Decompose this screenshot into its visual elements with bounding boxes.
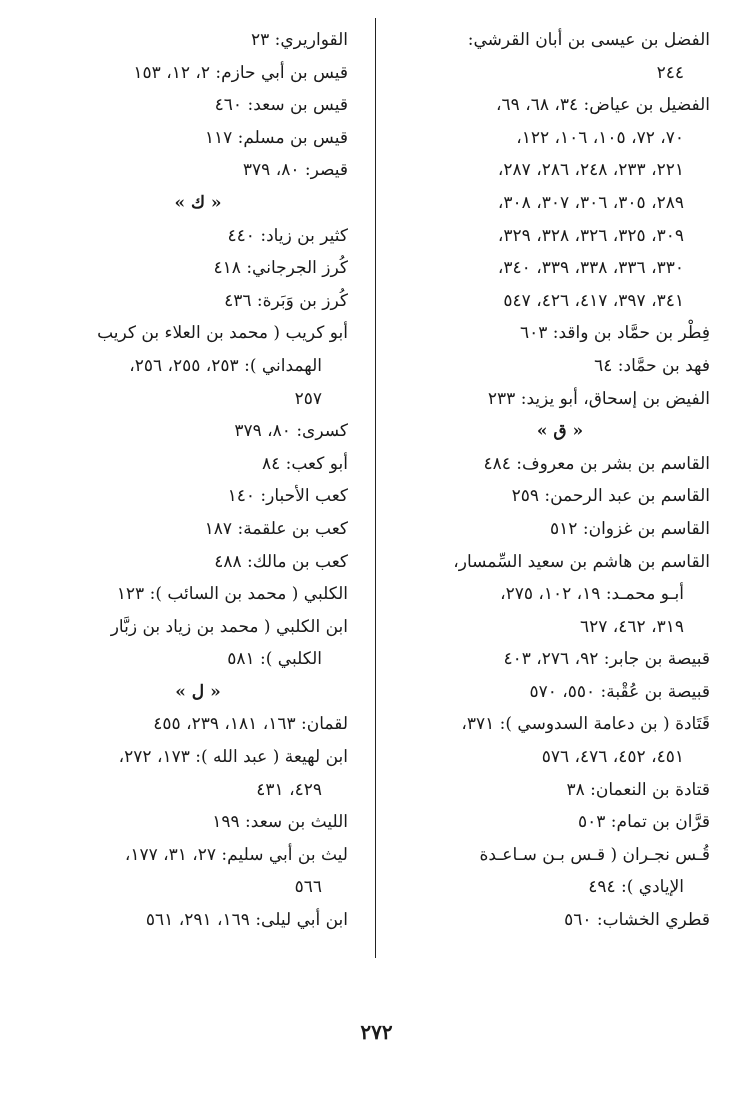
index-entry: القاسم بن هاشم بن سعيد السِّمسار،: [453, 551, 710, 572]
index-entry: قَتَادة ( بن دعامة السدوسي ): ٣٧١،: [461, 714, 710, 735]
index-entry-continuation: ٢٨٩، ٣٠٥، ٣٠٦، ٣٠٧، ٣٠٨،: [497, 192, 684, 213]
index-entry-continuation: ٥٦٦: [294, 877, 322, 898]
index-entry: ابن أبي ليلى: ١٦٩، ٢٩١، ٥٦١: [145, 910, 348, 931]
index-entry: القاسم بن بشر بن معروف: ٤٨٤: [483, 453, 710, 474]
index-entry: ليث بن أبي سليم: ٢٧، ٣١، ١٧٧،: [124, 844, 348, 865]
index-entry: كسرى: ٨٠، ٣٧٩: [234, 421, 348, 442]
index-entry: كعب بن علقمة: ١٨٧: [204, 518, 348, 539]
index-entry-continuation: ٤٥١، ٤٥٢، ٤٧٦، ٥٧٦: [541, 747, 684, 768]
index-entry-continuation: ٣٠٩، ٣٢٥، ٣٢٦، ٣٢٨، ٣٢٩،: [497, 225, 684, 246]
index-entry: قيس بن سعد: ٤٦٠: [214, 95, 348, 116]
index-entry: قبيصة بن جابر: ٩٢، ٢٧٦، ٤٠٣: [503, 649, 710, 670]
index-entry: فهد بن حمَّاد: ٦٤: [594, 355, 710, 376]
index-entry-continuation: ٤٢٩، ٤٣١: [256, 779, 322, 800]
left-column: [48, 24, 348, 937]
index-entry: قيصر: ٨٠، ٣٧٩: [242, 160, 348, 181]
section-letter-heading: « ل »: [175, 681, 221, 702]
index-entry: القاسم بن غزوان: ٥١٢: [550, 518, 710, 539]
index-entry-continuation: ٢٢١، ٢٣٣، ٢٤٨، ٢٨٦، ٢٨٧،: [497, 160, 684, 181]
index-entry: قرَّان بن تمام: ٥٠٣: [578, 812, 710, 833]
index-entry: أبو كعب: ٨٤: [261, 453, 348, 474]
index-entry: كُرز الجرجاني: ٤١٨: [213, 258, 348, 279]
index-entry: كُرز بن وَبَرة: ٤٣٦: [224, 290, 348, 311]
index-entry-continuation: ٧٠، ٧٢، ١٠٥، ١٠٦، ١٢٢،: [516, 127, 684, 148]
index-entry-continuation: أبـو محمـد: ١٩، ١٠٢، ٢٧٥،: [500, 584, 684, 605]
index-entry: الفضيل بن عياض: ٣٤، ٦٨، ٦٩،: [496, 95, 710, 116]
index-entry-continuation: الهمداني ): ٢٥٣، ٢٥٥، ٢٥٦،: [129, 355, 322, 376]
index-entry: قبيصة بن عُقْبة: ٥٥٠، ٥٧٠: [529, 681, 710, 702]
index-entry-continuation: ٣٤١، ٣٩٧، ٤١٧، ٤٢٦، ٥٤٧: [503, 290, 684, 311]
index-entry: قطري الخشاب: ٥٦٠: [564, 910, 710, 931]
index-entry-continuation: الكلبي ): ٥٨١: [227, 649, 322, 670]
right-column: [410, 24, 710, 937]
index-entry: الكلبي ( محمد بن السائب ): ١٢٣: [116, 584, 348, 605]
column-divider: [375, 18, 376, 958]
index-entry: فِطْر بن حمَّاد بن واقد: ٦٠٣: [519, 323, 710, 344]
index-entry: قيس بن مسلم: ١١٧: [204, 127, 348, 148]
index-entry: أبو كريب ( محمد بن العلاء بن كريب: [97, 323, 348, 344]
index-entry: قُـس نجـران ( قـس بـن سـاعـدة: [479, 844, 710, 865]
page-number: ٢٧٢: [360, 1020, 393, 1044]
index-entry: كعب بن مالك: ٤٨٨: [214, 551, 348, 572]
index-entry: الفيض بن إسحاق، أبو يزيد: ٢٣٣: [487, 388, 710, 409]
index-entry: القواريري: ٢٣: [250, 30, 348, 50]
index-entry-continuation: الإيادي ): ٤٩٤: [588, 877, 684, 898]
index-entry: كعب الأحبار: ١٤٠: [227, 486, 348, 507]
index-entry: لقمان: ١٦٣، ١٨١، ٢٣٩، ٤٥٥: [153, 714, 348, 735]
section-letter-heading: « ك »: [174, 192, 222, 213]
index-entry: قيس بن أبي حازم: ٢، ١٢، ١٥٣: [133, 62, 348, 83]
index-entry: كثير بن زياد: ٤٤٠: [227, 225, 348, 246]
index-entry-continuation: ٣٣٠، ٣٣٦، ٣٣٨، ٣٣٩، ٣٤٠،: [497, 258, 684, 279]
index-entry: القاسم بن عبد الرحمن: ٢٥٩: [511, 486, 710, 507]
index-entry: ابن الكلبي ( محمد بن زياد بن زبَّار: [110, 616, 348, 637]
index-entry: الليث بن سعد: ١٩٩: [212, 812, 348, 833]
index-entry: الفضل بن عيسى بن أبان القرشي:: [467, 30, 710, 50]
index-entry-continuation: ٢٤٤: [656, 62, 684, 83]
index-entry: قتادة بن النعمان: ٣٨: [566, 779, 710, 800]
index-entry: ابن لهيعة ( عبد الله ): ١٧٣، ٢٧٢،: [118, 747, 348, 768]
section-letter-heading: « ق »: [536, 421, 584, 442]
index-entry-continuation: ٣١٩، ٤٦٢، ٦٢٧: [580, 616, 684, 637]
index-entry-continuation: ٢٥٧: [294, 388, 322, 409]
